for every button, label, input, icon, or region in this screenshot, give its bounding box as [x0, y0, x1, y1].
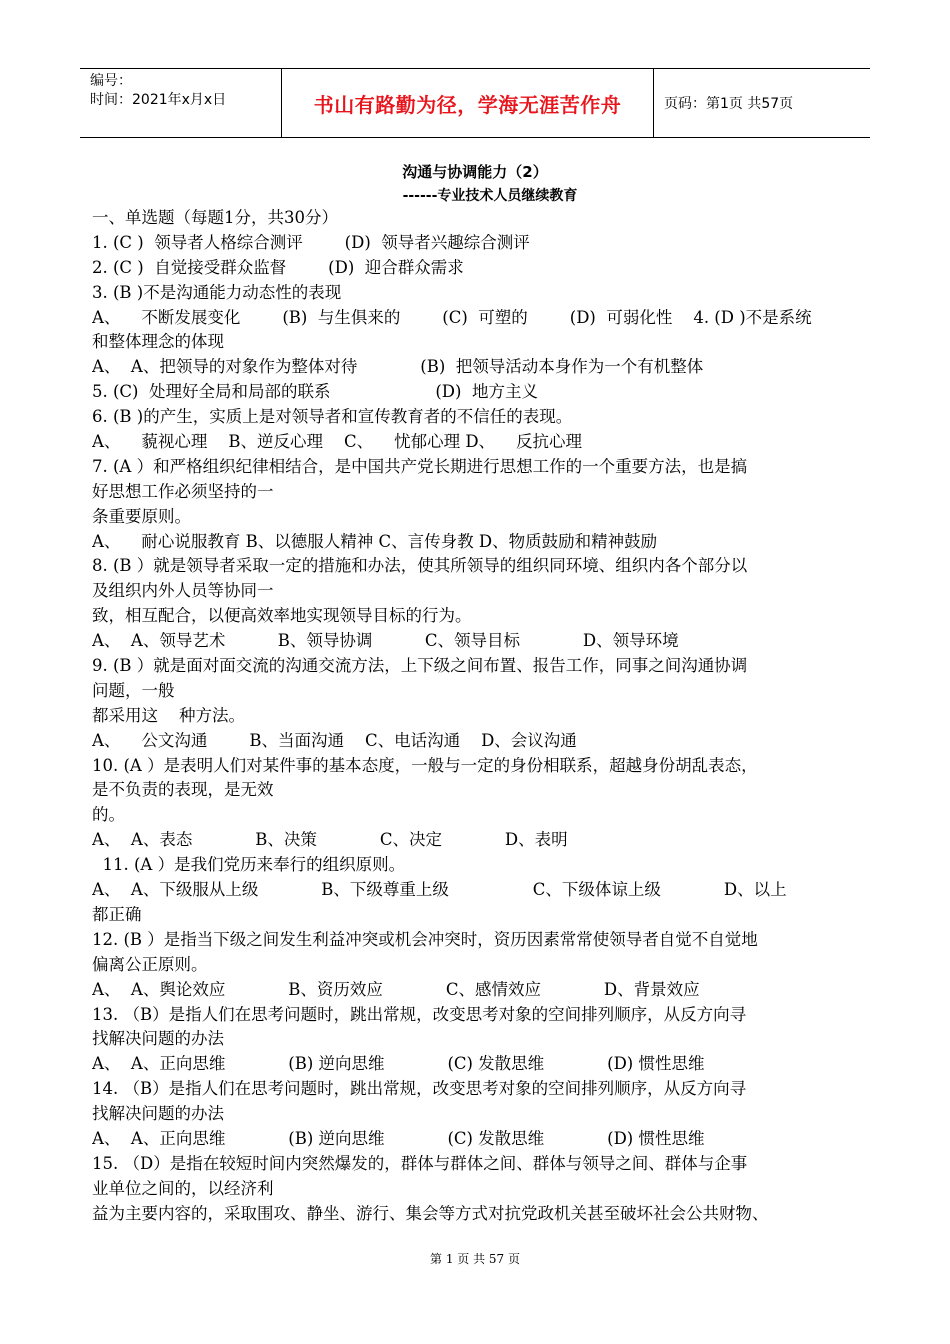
text-line: 2. (C ) 自觉接受群众监督 (D) 迎合群众需求: [92, 257, 464, 277]
header-left-cell: [80, 69, 282, 137]
text-line: 是不负责的表现，是无效: [92, 780, 274, 800]
text-line: 12. (B ）是指当下级之间发生利益冲突或机会冲突时，资历因素常常使领导者自觉不自觉地: [92, 929, 758, 949]
text-line: 找解决问题的办法: [92, 1029, 224, 1049]
text-line: 条重要原则。: [92, 506, 191, 526]
text-line: A、 A、把领导的对象作为整体对待 (B) 把领导活动本身作为一个有机整体: [92, 357, 704, 377]
text-line: A、 不断发展变化 (B) 与生俱来的 (C) 可塑的 (D) 可弱化性 4. (D )不是系统: [92, 307, 812, 327]
text-line: 14. （B）是指人们在思考问题时，跳出常规，改变思考对象的空间排列顺序，从反方向寻: [92, 1079, 747, 1099]
header-page-label: 页码：第1页 共57页: [664, 96, 794, 112]
text-line: 益为主要内容的，采取围攻、静坐、游行、集会等方式对抗党政机关甚至破坏社会公共财物、: [92, 1203, 769, 1223]
text-line: A、 A、下级服从上级 B、下级尊重上级 C、下级体谅上级 D、以上: [92, 880, 787, 900]
text-line: 致，相互配合，以便高效率地实现领导目标的行为。: [92, 606, 472, 626]
text-line: 3. (B )不是沟通能力动态性的表现: [92, 282, 342, 302]
text-line: 6. (B )的产生，实质上是对领导者和宣传教育者的不信任的表现。: [92, 407, 573, 427]
text-line: 13. （B）是指人们在思考问题时，跳出常规，改变思考对象的空间排列顺序，从反方向寻: [92, 1004, 747, 1024]
text-line: 7. (A ）和严格组织纪律相结合，是中国共产党长期进行思想工作的一个重要方法，也是搞: [92, 456, 748, 476]
text-line: 偏离公正原则。: [92, 954, 208, 974]
text-line: 好思想工作必须坚持的一: [92, 481, 274, 501]
text-line: A、 藐视心理 B、逆反心理 C、 忧郁心理 D、 反抗心理: [92, 432, 583, 452]
text-line: 10. (A ）是表明人们对某件事的基本态度，一般与一定的身份相联系，超越身份胡乱表态，: [92, 755, 758, 775]
header-motto-cell: [282, 69, 654, 137]
text-line: A、 A、正向思维 (B) 逆向思维 (C) 发散思维 (D) 惯性思维: [92, 1054, 705, 1074]
document-number-label: 编号：: [90, 73, 132, 89]
text-line: 问题，一般: [92, 680, 175, 700]
header-page-cell: [654, 69, 870, 137]
document-date-label: 时间：2021年x月x日: [90, 92, 227, 108]
page-footer: 第 1 页 共 57 页: [430, 1252, 520, 1266]
text-line: 9. (B ）就是面对面交流的沟通交流方法，上下级之间布置、报告工作，同事之间沟通协调: [92, 656, 748, 676]
text-line: 11. (A ）是我们党历来奉行的组织原则。: [92, 855, 406, 875]
text-line: A、 A、表态 B、决策 C、决定 D、表明: [92, 830, 568, 850]
text-line: A、 A、舆论效应 B、资历效应 C、感情效应 D、背景效应: [92, 979, 700, 999]
document-title: 沟通与协调能力（2）: [402, 163, 548, 181]
document-subtitle: ------专业技术人员继续教育: [402, 188, 578, 204]
header-table: [80, 68, 870, 138]
header-motto: 书山有路勤为径，学海无涯苦作舟: [313, 92, 622, 117]
text-line: 找解决问题的办法: [92, 1104, 224, 1124]
text-line: 一、单选题（每题1分，共30分）: [92, 208, 338, 227]
text-line: 15. （D）是指在较短时间内突然爆发的，群体与群体之间、群体与领导之间、群体与企事: [92, 1153, 748, 1173]
text-line: 都采用这 种方法。: [92, 705, 245, 725]
text-line: A、 耐心说服教育 B、以德服人精神 C、言传身教 D、物质鼓励和精神鼓励: [92, 531, 658, 551]
text-line: 5. (C) 处理好全局和局部的联系 (D) 地方主义: [92, 382, 538, 402]
text-line: A、 A、领导艺术 B、领导协调 C、领导目标 D、领导环境: [92, 631, 679, 651]
text-line: 的。: [92, 805, 125, 825]
text-line: A、 A、正向思维 (B) 逆向思维 (C) 发散思维 (D) 惯性思维: [92, 1128, 705, 1148]
text-line: 8. (B ）就是领导者采取一定的措施和办法，使其所领导的组织同环境、组织内各个部分以: [92, 556, 748, 576]
text-line: 业单位之间的，以经济利: [92, 1178, 274, 1198]
text-line: 都正确: [92, 904, 142, 924]
text-line: A、 公文沟通 B、当面沟通 C、电话沟通 D、会议沟通: [92, 730, 577, 750]
text-line: 和整体理念的体现: [92, 332, 224, 352]
text-line: 及组织内外人员等协同一: [92, 581, 274, 601]
document-body: [92, 206, 867, 1227]
text-line: 1. (C ) 领导者人格综合测评 (D) 领导者兴趣综合测评: [92, 232, 530, 252]
